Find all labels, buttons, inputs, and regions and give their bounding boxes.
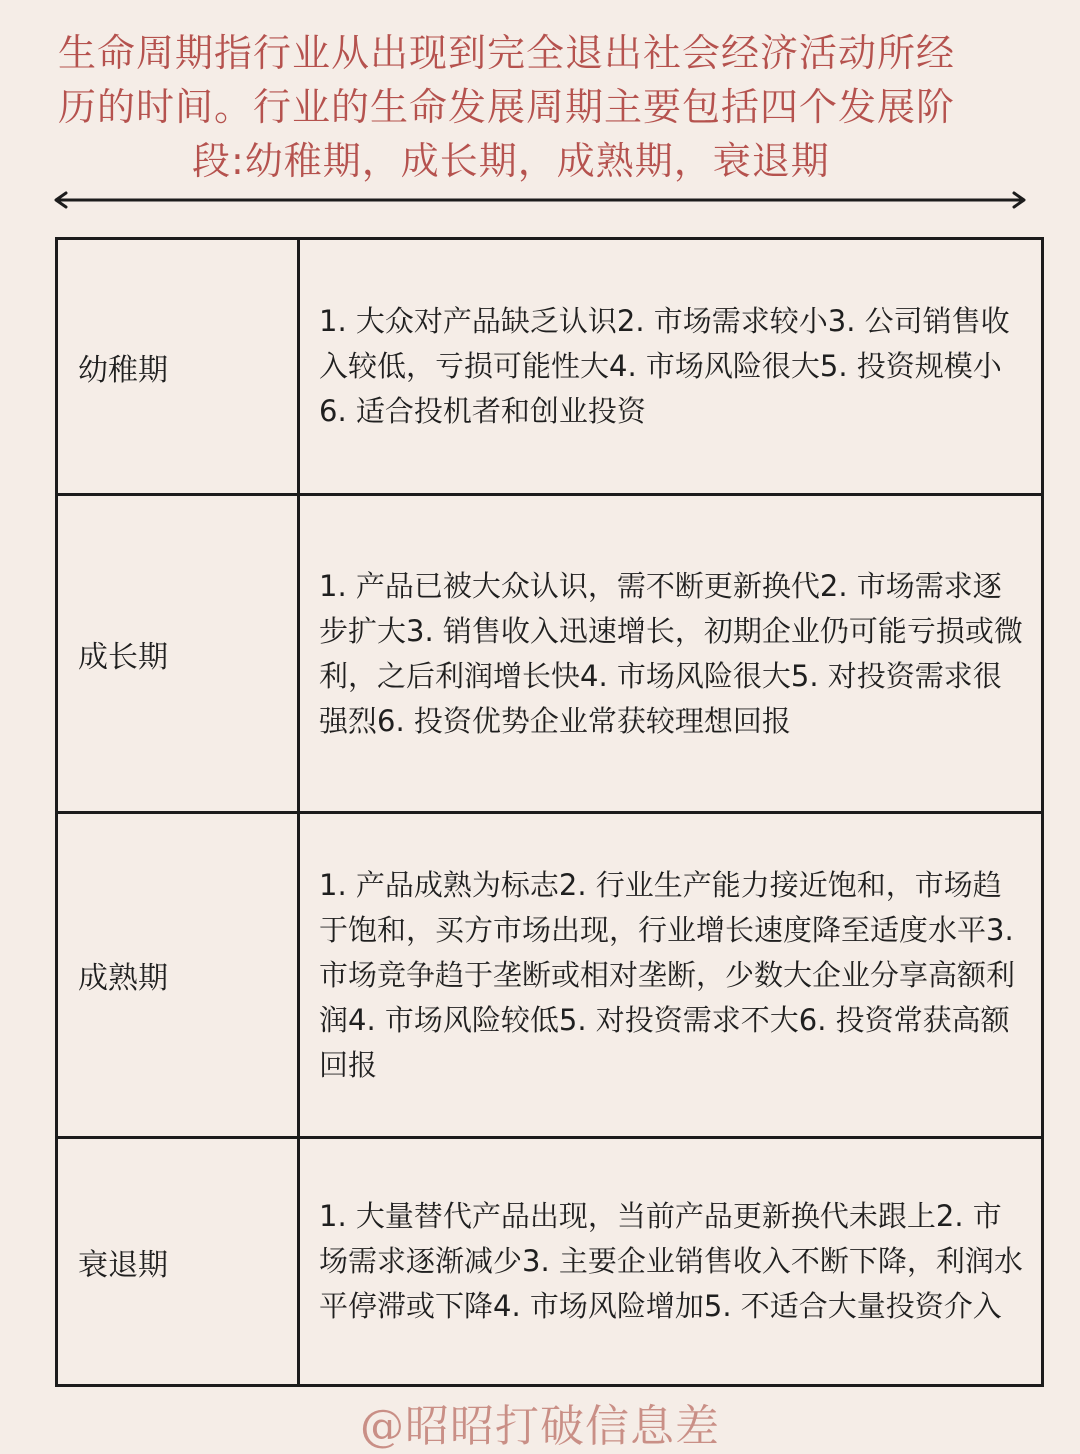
stage-description-cell: 1. 大众对产品缺乏认识2. 市场需求较小3. 公司销售收入较低，亏损可能性大4. 市场风险很大5. 投资规模小6. 适合投机者和创业投资 <box>300 240 1041 496</box>
watermark: @昭昭打破信息差 <box>360 1401 720 1452</box>
stage-name-cell: 成熟期 <box>58 814 300 1139</box>
stage-name-cell: 幼稚期 <box>58 240 300 496</box>
stage-description-cell: 1. 产品成熟为标志2. 行业生产能力接近饱和，市场趋于饱和，买方市场出现，行业增长速度降至适度水平3. 市场竞争趋于垄断或相对垄断，少数大企业分享高额利润4. 市场风险较低5. 对投资需求不大6. 投资常获高额回报 <box>300 814 1041 1139</box>
intro-text <box>58 26 958 188</box>
stage-description-cell: 1. 产品已被大众认识，需不断更新换代2. 市场需求逐步扩大3. 销售收入迅速增长，初期企业仍可能亏损或微利，之后利润增长快4. 市场风险很大5. 对投资需求很强烈6. 投资优势企业常获较理想回报 <box>300 496 1041 814</box>
double-arrow-icon <box>52 190 1028 210</box>
stage-table <box>55 237 1044 1387</box>
stage-name-cell: 衰退期 <box>58 1139 300 1384</box>
intro-line-3: 段:幼稚期，成长期，成熟期，衰退期 <box>192 139 830 183</box>
stage-description-cell: 1. 大量替代产品出现，当前产品更新换代未跟上2. 市场需求逐渐减少3. 主要企业销售收入不断下降，利润水平停滞或下降4. 市场风险增加5. 不适合大量投资介入 <box>319 1199 1023 1323</box>
intro-line-1: 生命周期指行业从出现到完全退出社会经济活动所经 <box>58 31 956 75</box>
stage-name-cell: 成长期 <box>58 496 300 814</box>
intro-line-2: 历的时间。行业的生命发展周期主要包括四个发展阶 <box>58 85 956 129</box>
